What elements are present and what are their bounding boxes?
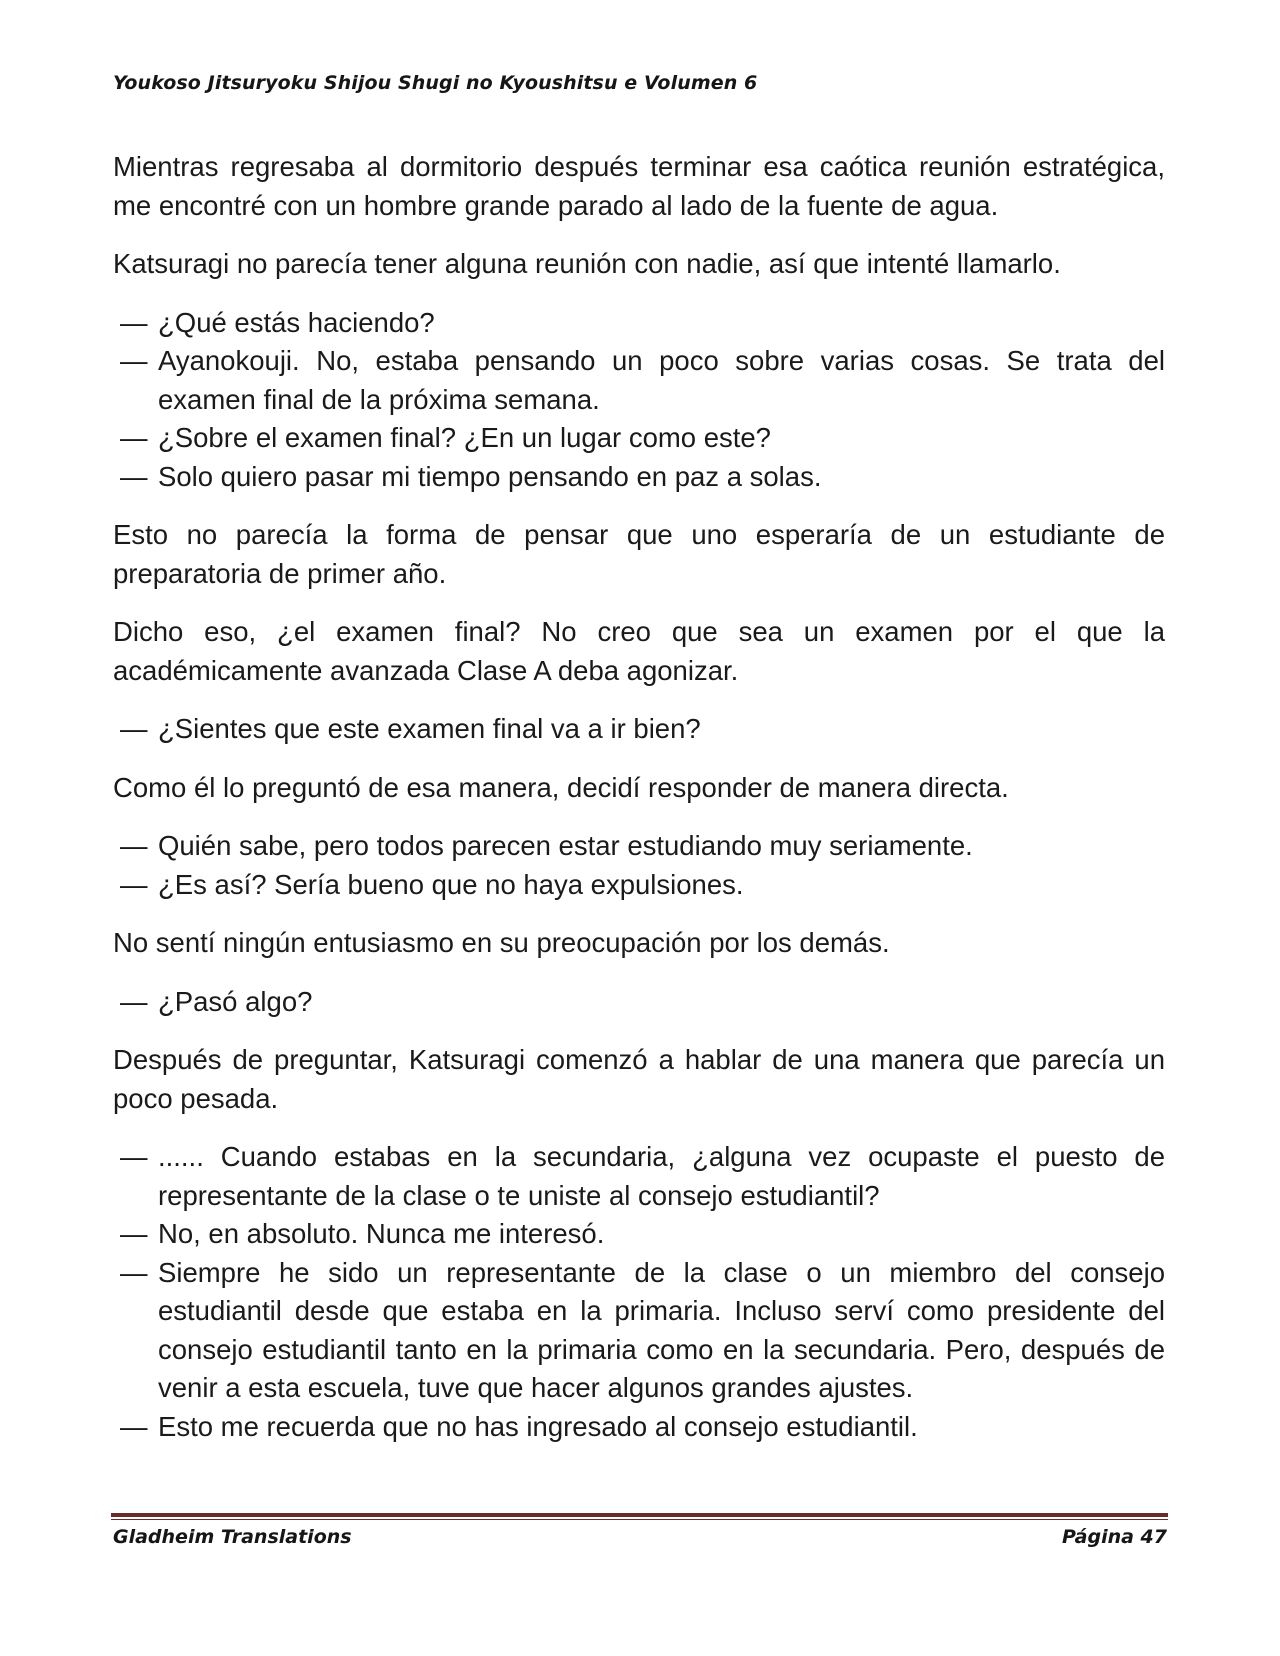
dialogue-dash: —	[120, 985, 148, 1017]
dialogue-dash: —	[120, 1141, 148, 1172]
dialogue-text: No, en absoluto. Nunca me interesó.	[158, 1218, 605, 1249]
dialogue-line	[113, 1215, 1165, 1254]
dialogue-dash: —	[120, 306, 148, 338]
dialogue-dash: —	[120, 1410, 148, 1442]
paragraph: No sentí ningún entusiasmo en su preocupación por los demás.	[113, 927, 890, 958]
dialogue-dash: —	[120, 460, 148, 492]
dialogue-line	[113, 419, 1165, 458]
dialogue-line	[113, 342, 1165, 419]
page-header-title: Youkoso Jitsuryoku Shijou Shugi no Kyoushitsu e Volumen 6	[113, 72, 758, 94]
dialogue-line	[113, 983, 1165, 1022]
dialogue-text: ¿Sientes que este examen final va a ir bien?	[158, 713, 701, 744]
dialogue-text: Esto me recuerda que no has ingresado al consejo estudiantil.	[158, 1410, 918, 1442]
dialogue-text: ¿Sobre el examen final? ¿En un lugar como este?	[158, 422, 771, 453]
paragraph: Como él lo preguntó de esa manera, decidí responder de manera directa.	[113, 771, 1009, 803]
footer-divider	[111, 1513, 1168, 1517]
footer-credit: Gladheim Translations	[113, 1526, 352, 1548]
dialogue-dash: —	[120, 830, 148, 861]
page-body	[113, 148, 1165, 1466]
dialogue-text: Ayanokouji. No, estaba pensando un poco sobre varias cosas. Se trata del examen final de la próxima semana.	[158, 345, 1165, 415]
paragraph: Esto no parecía la forma de pensar que uno esperaría de un estudiante de preparatoria de primer año.	[113, 519, 1165, 589]
dialogue-text: ¿Es así? Sería bueno que no haya expulsiones.	[158, 868, 744, 900]
dialogue-text: ¿Qué estás haciendo?	[158, 306, 435, 338]
dialogue-dash: —	[120, 345, 148, 376]
page-number: Página 47	[1061, 1526, 1167, 1548]
dialogue-text: ¿Pasó algo?	[158, 985, 313, 1017]
dialogue-dash: —	[120, 1256, 148, 1288]
dialogue-text: Solo quiero pasar mi tiempo pensando en paz a solas.	[158, 460, 822, 492]
dialogue-dash: —	[120, 422, 148, 453]
dialogue-line	[113, 1408, 1165, 1447]
dialogue-dash: —	[120, 713, 148, 744]
dialogue-block	[113, 710, 1165, 749]
dialogue-line	[113, 1254, 1165, 1408]
dialogue-dash: —	[120, 1218, 148, 1249]
dialogue-block	[113, 983, 1165, 1022]
paragraph: Mientras regresaba al dormitorio después terminar esa caótica reunión estratégica, me encontré con un hombre grande parado al lado de la fuente de agua.	[113, 151, 1165, 221]
dialogue-text: Quién sabe, pero todos parecen estar estudiando muy seriamente.	[158, 830, 973, 861]
paragraph: Katsuragi no parecía tener alguna reunión con nadie, así que intenté llamarlo.	[113, 248, 1061, 279]
footer-divider-thin	[111, 1519, 1168, 1520]
dialogue-text: Siempre he sido un representante de la clase o un miembro del consejo estudiantil desde que estaba en la primaria. Incluso serví como presidente del consejo estudiantil tanto en la primaria como en la secundaria. Pero, después de venir a esta escuela, tuve que hacer algunos grandes ajustes.	[158, 1256, 1165, 1403]
dialogue-dash: —	[120, 868, 148, 900]
dialogue-line	[113, 710, 1165, 749]
dialogue-line	[113, 1138, 1165, 1215]
dialogue-line	[113, 827, 1165, 866]
dialogue-line	[113, 304, 1165, 343]
dialogue-block	[113, 1138, 1165, 1446]
dialogue-block	[113, 304, 1165, 497]
paragraph: Después de preguntar, Katsuragi comenzó a hablar de una manera que parecía un poco pesada.	[113, 1044, 1165, 1114]
dialogue-block	[113, 827, 1165, 904]
dialogue-line	[113, 866, 1165, 905]
paragraph: Dicho eso, ¿el examen final? No creo que sea un examen por el que la académicamente avanzada Clase A deba agonizar.	[113, 616, 1165, 686]
dialogue-text: ...... Cuando estabas en la secundaria, ¿alguna vez ocupaste el puesto de representante de la clase o te uniste al consejo estudiantil?	[158, 1141, 1165, 1211]
dialogue-line	[113, 458, 1165, 497]
